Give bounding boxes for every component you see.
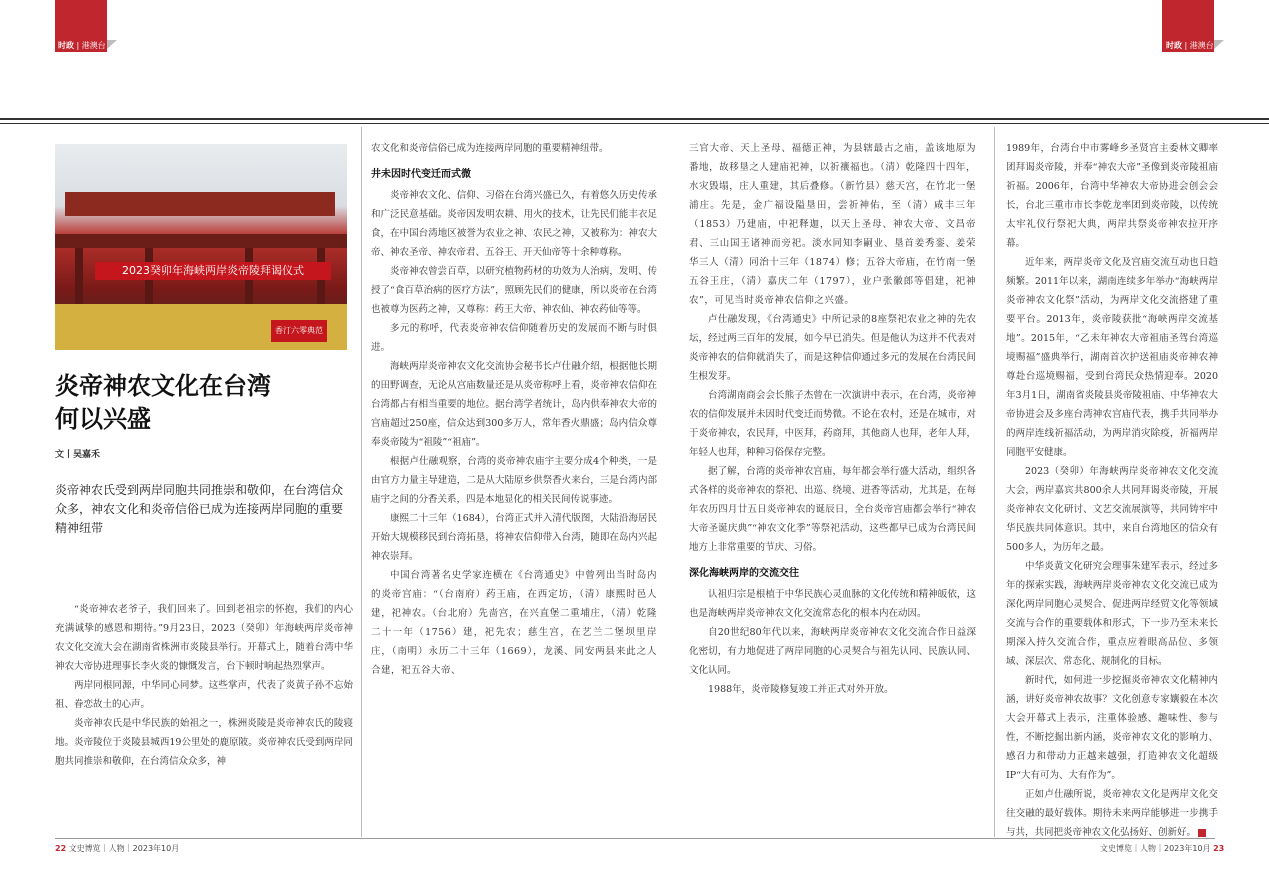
top-rule-thin bbox=[0, 123, 1269, 124]
section-label-right: 时政 | 港澳台 bbox=[1166, 41, 1214, 50]
paragraph: 台湾湖南商会会长熊子杰曾在一次演讲中表示，在台湾，炎帝神农的信仰发展并未因时代变迁而势微。不论在农村，还是在城市，对于炎帝神农，农民拜，中医拜，药商拜，其他商人也拜，老年人拜，年轻人也拜，种种习俗保存完整。 bbox=[689, 390, 976, 458]
paragraph: 2023（癸卯）年海峡两岸炎帝神农文化交流大会，两岸嘉宾共800余人共同拜谒炎帝陵，开展炎帝神农文化研讨、文艺交流展演等，共同铸牢中华民族共同体意识。其中，来自台湾地区的信众有500多人，为历年之最。 bbox=[1006, 466, 1218, 553]
end-mark bbox=[1198, 829, 1206, 837]
column-1 bbox=[55, 600, 353, 771]
paragraph: 正如卢仕融所说，炎帝神农文化是两岸文化交往交融的最好载体。期待未来两岸能够进一步携手与共，共同把炎帝神农文化弘扬好、创新好。 bbox=[1006, 789, 1218, 838]
paragraph: 三官大帝、天上圣母、福德正神，为县辖最古之庙，盖该地原为番地，故移垦之人建庙祀神，以祈禳福也。（清）乾隆四十四年，水灾毁塌，庄人重建，其后叠修。（新竹县）慈天宫，在竹北一堡浦庄。先是，金广福设隘垦田，尝祈神佑，至（清）咸丰三年（1853）乃建庙，中祀释迦，以天上圣母、神农大帝、文昌帝君、三山国王诸神而旁祀。淡水同知李嗣业、垦首姜秀銮、姜荣华三人（清）同治十三年（1874）修；五谷大帝庙，在竹南一堡五谷王庄，（清）嘉庆二年（1797），业户张徽郎等倡建，祀神农”，可见当时炎帝神农信仰之兴盛。 bbox=[689, 143, 976, 306]
lead-paragraph: 炎帝神农氏受到两岸同胞共同推崇和敬仰，在台湾信众众多，神农文化和炎帝信俗已成为连接两岸同胞的重要精神纽带 bbox=[55, 483, 344, 535]
section-tab-decoration-left bbox=[107, 40, 117, 49]
paragraph: 中华炎黄文化研究会理事朱建军表示，经过多年的探索实践，海峡两岸炎帝神农文化交流已成为深化两岸同胞心灵契合、促进两岸经贸文化等领域交流与合作的重要载体和形式，下一步乃至未来长期深入持久交流合作，重点应着眼高品位、多领域、深层次、常态化、规制化的目标。 bbox=[1006, 561, 1218, 667]
paragraph: 中国台湾著名史学家连横在《台湾通史》中曾列出当时岛内的炎帝宫庙：“（台南府）药王庙，在西定坊，（清）康熙时邑人建，祀神农。（台北府）先啬宫，在兴直堡二重埔庄，（清）乾隆二十一年（1756）建，祀先农；慈生宫，在艺兰二堡坝里岸庄，（南明）永历二十三年（1669），龙溪、同安两县来此之人合建，祀五谷大帝、 bbox=[371, 570, 657, 676]
column-divider bbox=[994, 127, 995, 837]
photo-eaves bbox=[55, 234, 347, 248]
paragraph: 农文化和炎帝信俗已成为连接两岸同胞的重要精神纽带。 bbox=[371, 143, 609, 154]
paragraph: “炎帝神农老爷子，我们回来了。回到老祖宗的怀抱，我们的内心充满诚挚的感恩和期待。”9月23日，2023（癸卯）年海峡两岸炎帝神农文化交流大会在湖南省株洲市炎陵县举行。开幕式上，随着台湾中华神农大帝协进理事长李火炎的慷慨发言，台下顿时响起热烈掌声。 bbox=[55, 604, 353, 672]
paragraph: 近年来，两岸炎帝文化及宫庙交流互动也日趋频繁。2011年以来，湖南连续多年举办“海峡两岸炎帝神农文化祭”活动，为两岸文化交流搭建了重要平台。2013年，炎帝陵获批“海峡两岸交流基地”。2015年，“乙未年神农大帝祖庙圣驾台湾巡境赐福”盛典举行，湖南首次护送祖庙炎帝神农神尊赴台巡境赐福，受到台湾民众热情迎奉。2020年3月1日，湖南省炎陵县炎帝陵祖庙、中华神农大帝协进会及多座台湾神农宫庙代表，携手共同举办的两岸连线祈福活动，为两岸消灾除疫，祈福两岸同胞平安健康。 bbox=[1006, 257, 1218, 458]
temple-photo bbox=[55, 144, 347, 350]
column-divider bbox=[361, 127, 362, 837]
paragraph: 多元的称呼，代表炎帝神农信仰随着历史的发展而不断与时俱进。 bbox=[371, 323, 657, 353]
top-rule bbox=[0, 118, 1269, 120]
article-headline: 炎帝神农文化在台湾 何以兴盛 bbox=[55, 372, 271, 433]
paragraph: 炎帝神农文化、信仰、习俗在台湾兴盛已久，有着悠久历史传承和广泛民意基础。炎帝因发明农耕、用火的技术，让先民们能丰衣足食，在中国台湾地区被誉为农业之神、农民之神，又被称为：神农大帝、神农圣帝、神农帝君、五谷王、开天仙帝等十余种尊称。 bbox=[371, 190, 657, 258]
paragraph: 据了解，台湾的炎帝神农宫庙，每年都会举行盛大活动，组织各式各样的炎帝神农的祭祀、出巡、绕境、进香等活动，尤其是，在每年农历四月廿五日炎帝神农的诞辰日，全台炎帝宫庙都会举行“神农大帝圣诞庆典”“神农文化季”等祭祀活动，这些都早已成为台湾民间地方上非常重要的节庆、习俗。 bbox=[689, 466, 976, 553]
column-4 bbox=[1006, 139, 1218, 842]
section-label-left: 时政 | 港澳台 bbox=[58, 41, 106, 50]
bottom-rule bbox=[55, 838, 1215, 839]
paragraph: 两岸同根同源，中华同心同梦。这些掌声，代表了炎黄子孙不忘始祖、眷恋故土的心声。 bbox=[55, 680, 353, 710]
paragraph: 认祖归宗是根植于中华民族心灵血脉的文化传统和精神皈依，这也是海峡两岸炎帝神农文化交流常态化的根本内在动因。 bbox=[689, 589, 976, 619]
section-tab-decoration-right bbox=[1214, 40, 1224, 49]
subheading: 井未因时代变迁而式微 bbox=[371, 169, 471, 180]
paragraph: 海峡两岸炎帝神农文化交流协会秘书长卢仕融介绍，根据他长期的田野调查，无论从宫庙数量还是从炎帝称呼上看，炎帝神农信仰在台湾都占有相当重要的地位。据台湾学者统计，岛内供奉神农大帝的宫庙超过250座，信众达到300多万人，常年香火鼎盛；岛内信众尊奉炎帝陵为“祖陵”“祖庙”。 bbox=[371, 361, 657, 448]
paragraph: 卢仕融发现，《台湾通史》中所记录的8座祭祀农业之神的先农坛，经过两三百年的发展，如今早已消失。但是他认为这并不代表对炎帝神农的信仰就消失了，而是这种信仰通过多元的发展在台湾民间生根发芽。 bbox=[689, 314, 976, 382]
paragraph: 新时代，如何进一步挖掘炎帝神农文化精神内涵，讲好炎帝神农故事？文化创意专家孃毅在本次大会开幕式上表示，注重体验感、趣味性、参与性，不断挖掘出新内涵，炎帝神农文化的影响力、感召力和带动力正越来越强，打造神农文化超级IP“大有可为、大有作为”。 bbox=[1006, 675, 1218, 781]
photo-banner: 2023癸卯年海峡两岸炎帝陵拜谒仪式 bbox=[95, 262, 331, 280]
column-3 bbox=[689, 139, 976, 699]
paragraph: 1989年，台湾台中市雾峰乡圣贤宫主委林文卿率团拜谒炎帝陵，并奉“神农大帝”圣像到炎帝陵祖庙祈福。2006年，台湾中华神农大帝协进会创会会长，台北三重市市长李乾龙率团到炎帝陵，以传统太牢礼仪行祭祀大典，两岸共祭炎帝神农拉开序幕。 bbox=[1006, 143, 1218, 249]
photo-roof bbox=[65, 192, 335, 216]
paragraph: 1988年，炎帝陵修复竣工并正式对外开放。 bbox=[708, 684, 894, 695]
page-number-left: 22 bbox=[55, 844, 67, 853]
footer-left: 22 文史博览｜人物｜2023年10月 bbox=[55, 844, 180, 853]
paragraph: 自20世纪80年代以来，海峡两岸炎帝神农文化交流合作日益深化密切，有力地促进了两岸同胞的心灵契合与祖先认同、民族认同、文化认同。 bbox=[689, 627, 976, 676]
photo-sign: 香汀六零典范 bbox=[271, 320, 327, 342]
paragraph: 根据卢仕融观察，台湾的炎帝神农庙宇主要分成4个种类，一是由官方力量主导建造，二是从大陆原乡供祭香火来台，三是台湾内部庙宇之间的分香关系，四是本地显化的相关民间传说事迹。 bbox=[371, 456, 657, 505]
subheading: 深化海峡两岸的交流交往 bbox=[689, 568, 799, 579]
paragraph: 康熙二十三年（1684），台湾正式并入清代版图，大陆沿海居民开始大规模移民到台湾拓垦，将神农信仰带入台湾，随即在岛内兴起神农崇拜。 bbox=[371, 513, 657, 562]
page-number-right: 23 bbox=[1213, 844, 1225, 853]
paragraph: 炎帝神农曾尝百草，以研究植物药材的功效为人治病，发明、传授了“食百草治病的医疗方法”，照顾先民们的健康，所以炎帝在台湾也被尊为医药之神，又尊称：药王大帝、神农仙、神农药仙等等。 bbox=[371, 266, 657, 315]
byline: 文丨吴嘉禾 bbox=[55, 450, 101, 460]
photo-pillar bbox=[75, 248, 83, 308]
column-2 bbox=[371, 139, 657, 680]
footer-right: 文史博览｜人物｜2023年10月 23 bbox=[1100, 844, 1225, 853]
paragraph: 炎帝神农氏是中华民族的始祖之一，株洲炎陵是炎帝神农氏的陵寝地。炎帝陵位于炎陵县城西19公里处的鹿原陂。炎帝神农氏受到两岸同胞共同推崇和敬仰，在台湾信众众多，神 bbox=[55, 718, 353, 767]
